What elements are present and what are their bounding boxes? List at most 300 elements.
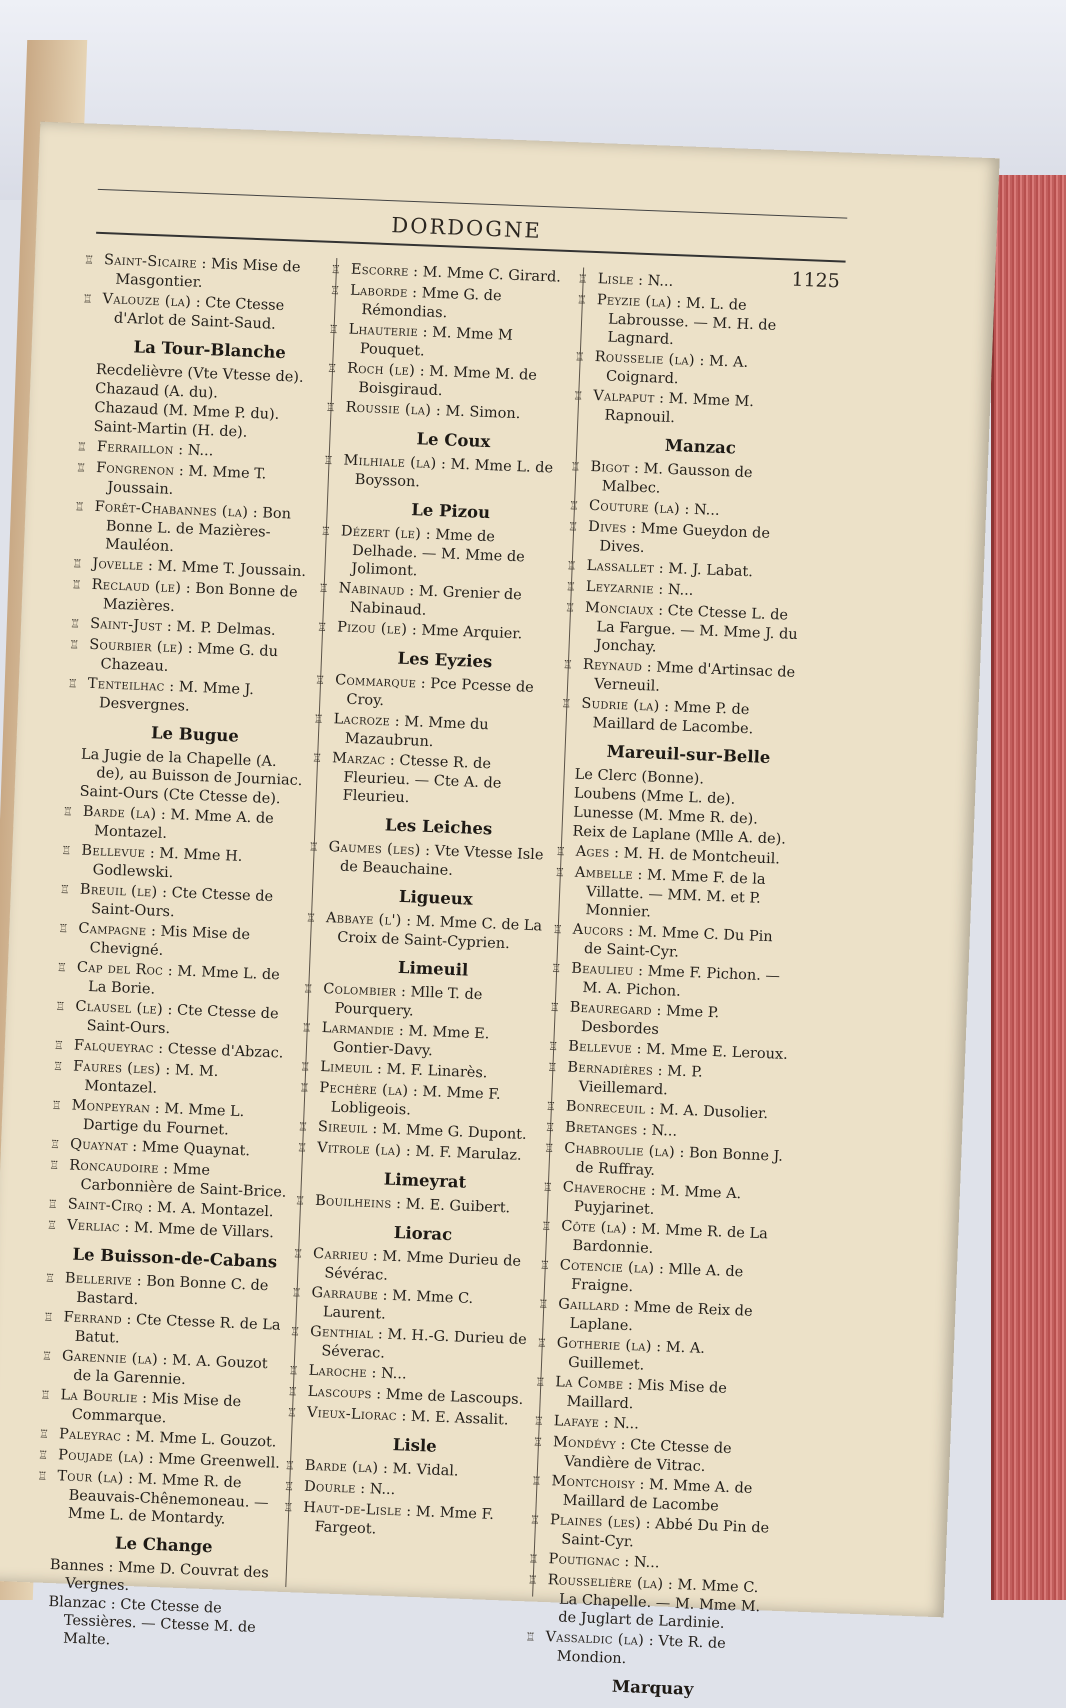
castle-icon: ♖: [62, 804, 74, 819]
castle-icon: ♖: [58, 921, 69, 936]
entry-text: : M. H. de Montcheuil.: [609, 844, 781, 868]
castle-entry: [292, 1245, 535, 1291]
entry-text: : N...: [637, 1122, 678, 1140]
entry-name: Saint-Cirq: [67, 1196, 144, 1216]
entry-text: : Mme Carbonnière de Saint-Brice.: [80, 1160, 287, 1201]
entry-name: Montchoisy: [551, 1473, 636, 1493]
section-heading: Les Eyzies: [397, 648, 493, 672]
entry-name: Nabinaud: [338, 580, 405, 599]
entry-name: Valpaput: [592, 388, 655, 407]
castle-entry: [570, 458, 812, 504]
entry-name: Limeuil: [319, 1059, 373, 1078]
entry-name: Bellerive: [64, 1270, 133, 1289]
entry-name: Dives: [587, 518, 627, 537]
castle-icon: ♖: [286, 1405, 298, 1420]
section-heading: Le Coux: [416, 429, 491, 452]
entry-text: : M. Mme C. de La Croix de Saint-Cyprien.: [336, 913, 543, 953]
entry-name: Dourle: [303, 1478, 356, 1497]
castle-icon: ♖: [567, 520, 579, 534]
castle-icon: ♖: [46, 1218, 58, 1233]
column-2: [285, 258, 583, 1597]
castle-icon: ♖: [328, 322, 339, 337]
castle-entry: [541, 1217, 783, 1263]
castle-entry: [44, 1269, 287, 1315]
castle-icon: ♖: [577, 272, 588, 286]
castle-entry: [531, 1472, 773, 1518]
castle-entry: [74, 498, 317, 562]
entry-text: : Bon Bonne J. de Ruffray.: [575, 1144, 784, 1179]
entry-name: Falqueyrac: [73, 1037, 155, 1057]
entry-name: Fongrenon: [95, 459, 175, 479]
castle-icon: ♖: [288, 1364, 299, 1378]
castle-icon: ♖: [299, 1081, 310, 1095]
entry-name: Valouze (la): [102, 291, 192, 311]
entry-text: : Mme P. Desbordes: [580, 1002, 720, 1038]
entry-text: : Mme G. de Rémondias.: [361, 284, 502, 322]
castle-entry: [83, 251, 326, 297]
castle-icon: ♖: [41, 1349, 53, 1363]
castle-icon: ♖: [37, 1469, 48, 1483]
entry-text: : M. Mme C. Laurent.: [322, 1287, 474, 1323]
castle-icon: ♖: [566, 559, 577, 573]
entry-name: Vassaldic (la): [545, 1629, 645, 1649]
entry-name: Recdelièvre: [95, 361, 184, 382]
castle-entry: [554, 864, 797, 928]
entry-name: Sireuil: [317, 1118, 369, 1137]
castle-icon: ♖: [562, 658, 574, 672]
castle-entry: [564, 599, 807, 663]
entry-text: : M. E. Guibert.: [391, 1195, 511, 1217]
entry-text: : M. L. de Labrousse. — M. H. de Lagnard.: [607, 294, 777, 349]
castle-icon: ♖: [55, 999, 66, 1014]
castle-entry: [43, 1308, 285, 1354]
entry-text: : M. A. Montazel.: [142, 1199, 274, 1221]
castle-entry: [58, 919, 300, 965]
entry-text: : M. P. Delmas.: [161, 618, 276, 639]
entry-text: : Ctesse d'Abzac.: [153, 1040, 284, 1062]
entry-text: : M. Grenier de Nabinaud.: [349, 582, 523, 619]
castle-entry: [542, 1178, 785, 1224]
entry-name: Aucors: [572, 921, 624, 940]
castle-entry: [311, 749, 554, 813]
entry-text: : Mme Greenwell.: [143, 1450, 281, 1472]
entry-text: : Mme de Delhade. — M. Mme de Jolimont.: [351, 526, 526, 580]
entry-name: Garraube: [311, 1284, 379, 1304]
entry-name: Le Clerc: [574, 766, 638, 785]
entry-name: Bonreceuil: [565, 1098, 646, 1118]
castle-icon: ♖: [555, 844, 566, 859]
castle-entry: [529, 1511, 772, 1557]
castle-icon: ♖: [38, 1427, 50, 1441]
castle-icon: ♖: [529, 1513, 541, 1527]
entry-text: : Vte R. de Mondion.: [556, 1632, 727, 1668]
castle-icon: ♖: [554, 865, 566, 880]
castle-entry: [576, 291, 819, 355]
entry-name: Colombier: [322, 981, 397, 1000]
castle-icon: ♖: [59, 882, 71, 897]
castle-icon: ♖: [561, 697, 572, 711]
castle-entry: [562, 656, 805, 702]
entry-name: Monpeyran: [71, 1097, 151, 1117]
entry-name: Lhauterie: [348, 321, 419, 341]
entry-text: : Mme de Reix de Laplane.: [569, 1298, 753, 1335]
section-heading: Les Leiches: [384, 815, 493, 839]
entry-name: Bannes: [49, 1557, 105, 1576]
castle-icon: ♖: [544, 1120, 556, 1135]
castle-icon: ♖: [43, 1310, 54, 1324]
section-heading: Mareuil-sur-Belle: [606, 741, 771, 768]
castle-icon: ♖: [289, 1325, 301, 1339]
entry-text: : N...: [619, 1553, 660, 1572]
entry-text: : M. F. Linarès.: [372, 1061, 488, 1082]
castle-icon: ♖: [69, 638, 80, 652]
entry-name: Chaveroche: [562, 1179, 647, 1199]
entry-text: : M. Mme H. Godlewski.: [92, 845, 243, 882]
castle-entry: [41, 1347, 284, 1393]
castle-icon: ♖: [538, 1297, 549, 1311]
entry-text: : Cte Ctesse de Vandière de Vitrac.: [563, 1436, 732, 1476]
entry-text: : M. A. Dusolier.: [644, 1101, 769, 1123]
entry-name: Roncaudoire: [68, 1157, 160, 1177]
castle-icon: ♖: [325, 400, 336, 415]
entry-text: : Mis Mise de Masgontier.: [115, 255, 301, 291]
castle-icon: ♖: [532, 1435, 544, 1449]
entry-text: : Cte Ctesse de Saint-Ours.: [90, 884, 274, 921]
castle-icon: ♖: [552, 922, 563, 937]
entry-text: (M. Mme R. de).: [633, 806, 759, 828]
entry-text: : N...: [633, 272, 674, 290]
entry-name: Jovelle: [92, 555, 144, 574]
book-page: [0, 122, 1000, 1699]
entry-text: : M. Mme A. Puyjarinet.: [573, 1182, 742, 1218]
castle-entry: [544, 1139, 786, 1185]
castle-icon: ♖: [61, 843, 72, 858]
entry-name: Lascoups: [307, 1383, 373, 1403]
castle-icon: ♖: [303, 982, 314, 996]
entry-text: : M. Mme C. Du Pin de Saint-Cyr.: [583, 923, 773, 961]
castle-icon: ♖: [291, 1286, 302, 1300]
castle-icon: ♖: [570, 460, 581, 474]
castle-entry: [329, 281, 572, 327]
castle-entry: [535, 1373, 777, 1419]
entry-name: Rousselière (la): [547, 1572, 664, 1593]
castle-icon: ♖: [44, 1271, 56, 1285]
castle-icon: ♖: [37, 1448, 49, 1462]
castle-icon: ♖: [53, 1038, 65, 1053]
section-heading: Le Bugue: [150, 723, 240, 746]
entry-name: Chabroulie (la): [564, 1140, 676, 1161]
castle-entry: [71, 576, 314, 622]
entry-text: : M. Vidal.: [378, 1460, 459, 1480]
castle-icon: ♖: [56, 960, 68, 975]
castle-icon: ♖: [287, 1385, 298, 1399]
castle-entry: [539, 1256, 782, 1302]
castle-icon: ♖: [75, 461, 87, 475]
castle-icon: ♖: [297, 1120, 309, 1134]
castle-entry: [574, 348, 817, 394]
castle-entry: [52, 1057, 295, 1103]
castle-icon: ♖: [292, 1247, 304, 1261]
castle-icon: ♖: [47, 1197, 58, 1212]
castle-icon: ♖: [527, 1573, 538, 1587]
castle-entry: [313, 710, 556, 756]
entry-name: Bellevue: [567, 1038, 633, 1057]
entry-text: : M. P. Vieillemard.: [578, 1062, 703, 1099]
entry-text: : Abbé Du Pin de Saint-Cyr.: [560, 1515, 770, 1551]
entry-text: : M. M. Montazel.: [84, 1061, 219, 1097]
entry-text: : Mme de Lascoups.: [371, 1386, 524, 1409]
entry-name: Barde (la): [304, 1457, 379, 1477]
castle-icon: ♖: [565, 580, 577, 594]
entry-name: Saint-Just: [89, 615, 163, 635]
entry-name: Poutignac: [548, 1551, 621, 1570]
castle-icon: ♖: [576, 293, 588, 307]
castle-entry: [75, 459, 318, 505]
entry-name: Ferrand: [63, 1309, 123, 1328]
entry-name: Dézert (le): [340, 523, 422, 543]
entry-text: : N...: [366, 1365, 407, 1383]
entry-text: : Mlle T. de Pourquery.: [334, 983, 483, 1020]
castle-icon: ♖: [52, 1059, 64, 1074]
castle-entry: [289, 1323, 532, 1369]
entry-text: : Mme D. Couvrat des Vergnes.: [64, 1559, 269, 1595]
entry-text: : N...: [679, 501, 720, 519]
section-heading: Lisle: [392, 1435, 438, 1456]
castle-icon: ♖: [535, 1375, 546, 1389]
castle-icon: ♖: [531, 1474, 542, 1488]
castle-icon: ♖: [550, 961, 562, 976]
section-heading: Marquay: [611, 1676, 694, 1699]
castle-entry: [547, 1058, 789, 1104]
entry-text: : M. Simon.: [430, 402, 521, 423]
castle-entry: [67, 675, 310, 721]
castle-icon: ♖: [568, 499, 580, 513]
castle-icon: ♖: [330, 262, 342, 277]
entry-text: : Cte Ctesse de Saint-Ours.: [86, 1001, 279, 1038]
castle-entry: [536, 1334, 779, 1380]
entry-name: Breuil (le): [79, 881, 158, 901]
castle-entry: [283, 1499, 525, 1545]
entry-text: (A. du).: [158, 383, 219, 402]
castle-icon: ♖: [539, 1258, 550, 1272]
entry-text: : M. Mme L. Gouzot.: [120, 1428, 277, 1451]
castle-entry: [59, 881, 302, 927]
entry-text: : M. Mme C. Girard.: [408, 263, 562, 286]
castle-icon: ♖: [83, 253, 95, 267]
entry-name: Lassallet: [586, 557, 655, 577]
entry-text: : M. A. Coignard.: [605, 352, 749, 388]
entry-text: : M. Mme F. de la Villatte. — MM. M. et P. Monnier.: [585, 866, 766, 921]
entry-name: Gaumes (les): [328, 839, 421, 859]
entry-name: Cap del Roc: [76, 959, 164, 979]
castle-icon: ♖: [314, 673, 326, 687]
entry-name: Chazaud: [94, 399, 159, 419]
entry-text: : Cte Ctesse d'Arlot de Saint-Saud.: [113, 294, 285, 333]
castle-entry: [320, 522, 563, 586]
entry-name: Ambelle: [574, 864, 634, 883]
entry-name: Saint-Martin: [93, 418, 188, 439]
running-title: DORDOGNE: [390, 213, 543, 243]
castle-entry: [323, 451, 565, 497]
entry-name: La Combe: [555, 1374, 624, 1393]
entry-name: Sourbier (le): [88, 636, 184, 657]
section-heading: Limeuil: [397, 957, 469, 980]
entry-text: : M. F. Marulaz.: [400, 1143, 522, 1164]
entry-text: : Mis Mise de Commarque.: [71, 1390, 242, 1427]
entry-name: Verliac: [66, 1217, 121, 1236]
entry-name: Haut-de-Lisle: [303, 1499, 402, 1520]
entry-name: Loubens: [573, 785, 637, 804]
entry-text: : M. Mme A. de Montazel.: [93, 806, 275, 842]
entry-text: (Mlle A. de).: [690, 828, 787, 848]
entry-name: Larmandie: [321, 1020, 395, 1039]
entry-text: : Bon Bonne L. de Mazières-Mauléon.: [104, 504, 292, 556]
entry-text: (Mme L. de).: [635, 787, 736, 808]
castle-entry: [69, 636, 311, 682]
castle-icon: ♖: [574, 350, 585, 364]
entry-text: : Mis Mise de Chevigné.: [89, 923, 251, 959]
castle-icon: ♖: [284, 1458, 296, 1473]
castle-icon: ♖: [326, 361, 338, 376]
castle-icon: ♖: [545, 1099, 557, 1114]
entry-text: : M. Mme du Mazaubrun.: [344, 713, 489, 751]
entry-text: : Mlle A. de Fraigne.: [570, 1260, 744, 1296]
entry-name: Laborde: [349, 282, 408, 301]
entry-name: Carrieu: [312, 1245, 369, 1264]
entry-name: Lisle: [597, 271, 634, 289]
entry-text: : M. Mme E. Leroux.: [631, 1040, 789, 1063]
castle-entry: [561, 695, 803, 741]
castle-entry: [525, 1628, 767, 1674]
entry-text: : M. Mme T. Joussain.: [143, 557, 307, 581]
castle-entry: [326, 359, 569, 405]
entry-name: Vieux-Liorac: [306, 1404, 398, 1425]
entry-text: : M. Mme M. Rapnouil.: [604, 390, 755, 427]
entry-text: (Vte Vtesse de).: [182, 365, 304, 386]
entry-text: : Mme P. de Maillard de Lacombe.: [592, 698, 754, 738]
castle-icon: ♖: [51, 1098, 62, 1113]
entry-name: Reynaud: [582, 656, 643, 676]
castle-icon: ♖: [305, 911, 317, 925]
castle-icon: ♖: [564, 601, 576, 615]
castle-icon: ♖: [549, 1000, 560, 1015]
entry-name: Monciaux: [584, 599, 654, 619]
section-heading: Le Buisson-de-Cabans: [72, 1244, 278, 1272]
castle-entry: [532, 1433, 775, 1479]
entry-name: Tour (la): [57, 1468, 124, 1487]
castle-entry: [294, 1192, 538, 1220]
entry-name: Roussie (la): [345, 399, 432, 419]
entry-name: Sudrie (la): [581, 695, 660, 715]
entry-text: : Mme Arquier.: [406, 622, 523, 643]
entry-text: : Bon Bonne C. de Bastard.: [75, 1272, 269, 1309]
entry-text: : Vte Vtesse Isle de Beauchaine.: [339, 842, 544, 879]
entry-text: : M. Mme Durieu de Sévérac.: [324, 1248, 522, 1284]
resident-entry: [47, 1593, 275, 1656]
castle-icon: ♖: [294, 1194, 306, 1208]
entry-name: Lafaye: [553, 1413, 600, 1431]
entry-text: : M. Mme G. Dupont.: [367, 1120, 527, 1143]
entry-name: La Jugie de la Chapelle: [80, 746, 252, 770]
entry-text: : M. Mme M Pouquet.: [359, 324, 514, 360]
entry-text: (H. de).: [186, 422, 248, 441]
castle-icon: ♖: [313, 712, 324, 726]
section-heading: Liorac: [393, 1222, 453, 1245]
entry-text: : Ctesse R. de Fleurieu. — Cte A. de Fleurieu.: [342, 752, 502, 807]
entry-name: Bretanges: [564, 1119, 638, 1139]
castle-icon: ♖: [300, 1060, 311, 1074]
castle-entry: [56, 958, 299, 1004]
castle-icon: ♖: [323, 453, 334, 468]
castle-entry: [303, 980, 545, 1026]
castle-entry: [538, 1295, 780, 1341]
entry-text: : M. Mme T. Joussain.: [107, 462, 267, 498]
entry-text: : M. Mme L. de La Borie.: [87, 962, 281, 998]
entry-text: (A. de), au Buisson de Journiac.: [96, 753, 303, 790]
castle-entry: [567, 518, 810, 564]
castle-icon: ♖: [49, 1137, 61, 1152]
entry-text: : M. Gausson de Malbec.: [601, 460, 753, 497]
castle-entry: [314, 671, 557, 717]
entry-name: Quaynat: [69, 1136, 128, 1155]
column-3: [525, 268, 830, 1699]
section-heading: Limeyrat: [383, 1169, 467, 1192]
entry-text: : M. Mme R. de La Bardonnie.: [572, 1220, 769, 1257]
section-heading: Le Pizou: [410, 500, 491, 523]
castle-icon: ♖: [536, 1336, 547, 1350]
entry-text: (Bonne).: [636, 768, 705, 788]
entry-name: Commarque: [334, 672, 417, 692]
section-heading: La Tour-Blanche: [133, 337, 287, 363]
entry-name: Cotencie (la): [559, 1257, 655, 1277]
entry-text: : N...: [653, 581, 694, 599]
entry-name: Plaines (les): [549, 1512, 642, 1532]
entry-text: : Cte Ctesse R. de La Batut.: [74, 1311, 281, 1347]
entry-text: : M. J. Labat.: [653, 560, 754, 581]
entry-name: Marzac: [331, 750, 386, 769]
castle-entry: [299, 1079, 541, 1125]
section-heading: Manzac: [664, 435, 737, 458]
entry-text: : N...: [355, 1480, 396, 1499]
entry-name: Laroche: [308, 1362, 368, 1382]
castle-icon: ♖: [311, 751, 323, 765]
entry-name: Saint-Ours: [79, 783, 159, 803]
castle-icon: ♖: [528, 1552, 539, 1566]
castle-icon: ♖: [541, 1219, 552, 1233]
columns: [37, 249, 830, 1699]
castle-icon: ♖: [71, 578, 82, 592]
entry-name: Clausel (le): [75, 998, 164, 1018]
castle-icon: ♖: [49, 1158, 60, 1173]
entry-text: : Cte Ctesse de Tessières. — Ctesse M. de Malte.: [62, 1596, 257, 1649]
entry-name: Bouilheins: [314, 1192, 392, 1212]
entry-name: Roch (le): [346, 360, 416, 380]
castle-icon: ♖: [542, 1180, 553, 1195]
castle-icon: ♖: [525, 1630, 536, 1644]
castle-icon: ♖: [320, 524, 331, 539]
entry-text: : M. Mme L. de Boysson.: [354, 456, 554, 491]
castle-entry: [328, 320, 571, 366]
entry-name: Genthial: [309, 1323, 374, 1343]
entry-name: Leyzarnie: [585, 578, 655, 598]
entry-text: : M. Mme J. Desvergnes.: [98, 678, 255, 715]
entry-text: : M. E. Assalit.: [396, 1408, 509, 1429]
entry-name: Pizou (le): [336, 619, 408, 639]
castle-entry: [40, 1386, 282, 1432]
entry-text: : Mme G. du Chazeau.: [100, 640, 279, 675]
castle-icon: ♖: [283, 1500, 294, 1515]
castle-entry: [49, 1156, 291, 1202]
